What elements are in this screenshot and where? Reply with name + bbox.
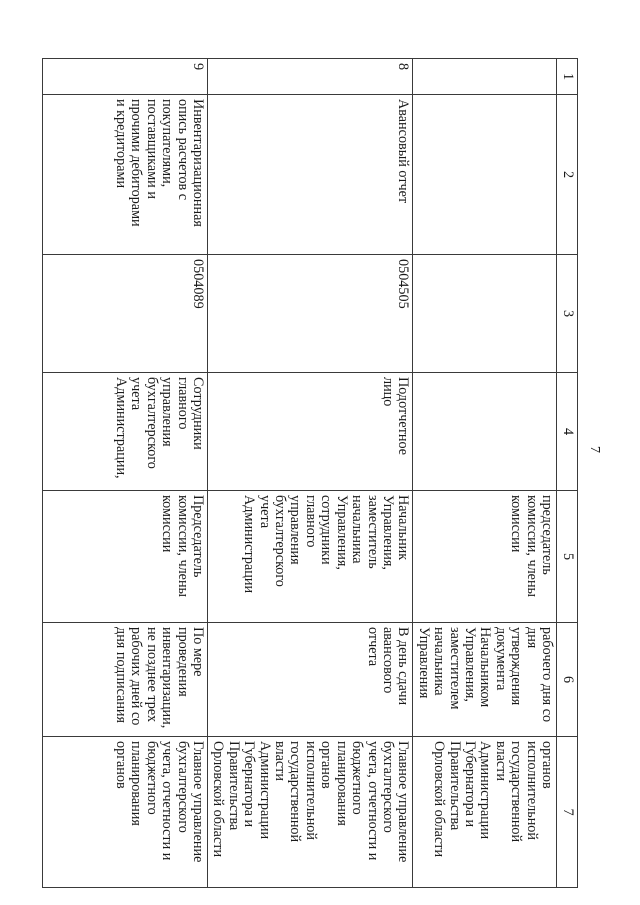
recipient: органов исполнительной государственной власти Администрации Губернатора и Правительства Орловской области [413, 737, 557, 888]
header-cell: 7 [557, 737, 578, 888]
responsible-person: Подотчетное лицо [208, 373, 413, 491]
approver: Председатель комиссии, члены комиссии [43, 491, 208, 623]
deadline: рабочего дня со дня утверждения документа Начальником Управления, заместителем начальника Управления [413, 623, 557, 737]
row-number: 9 [43, 59, 208, 95]
responsible-person: Сотрудники главного управления бухгалтерского учета Администрации, [43, 373, 208, 491]
header-cell: 5 [557, 491, 578, 623]
form-code: 0504089 [43, 255, 208, 373]
document-table [42, 58, 578, 888]
row-number [413, 59, 557, 95]
table-header-row [557, 59, 578, 888]
document-name: Инвентаризационная опись расчетов с покупателями, поставщиками и прочими дебиторами и кредиторами [43, 95, 208, 255]
header-cell: 2 [557, 95, 578, 255]
table-row [413, 59, 557, 888]
header-cell: 3 [557, 255, 578, 373]
deadline: По мере проведения инвентаризации, не позднее трех рабочих дней со дня подписания [43, 623, 208, 737]
document-name [413, 95, 557, 255]
approver: председатель комиссии, члены комиссии [413, 491, 557, 623]
deadline: В день сдачи авансового отчета [208, 623, 413, 737]
recipient: Главное управление бухгалтерского учета, отчетности и бюджетного планирования органов [43, 737, 208, 888]
header-cell: 4 [557, 373, 578, 491]
form-code: 0504505 [208, 255, 413, 373]
table-row [208, 59, 413, 888]
header-cell: 6 [557, 623, 578, 737]
approver: Начальник Управления, заместитель начальника Управления, сотрудники главного управления бухгалтерского учета Администрации [208, 491, 413, 623]
header-cell: 1 [557, 59, 578, 95]
table-row [43, 59, 208, 888]
responsible-person [413, 373, 557, 491]
recipient: Главное управление бухгалтерского учета, отчетности и бюджетного планирования органов исполнительной государственной власти Администрации Губернатора и Правительства Орловской области [208, 737, 413, 888]
row-number: 8 [208, 59, 413, 95]
form-code [413, 255, 557, 373]
page-number: 7 [587, 446, 602, 453]
document-name: Авансовый отчет [208, 95, 413, 255]
